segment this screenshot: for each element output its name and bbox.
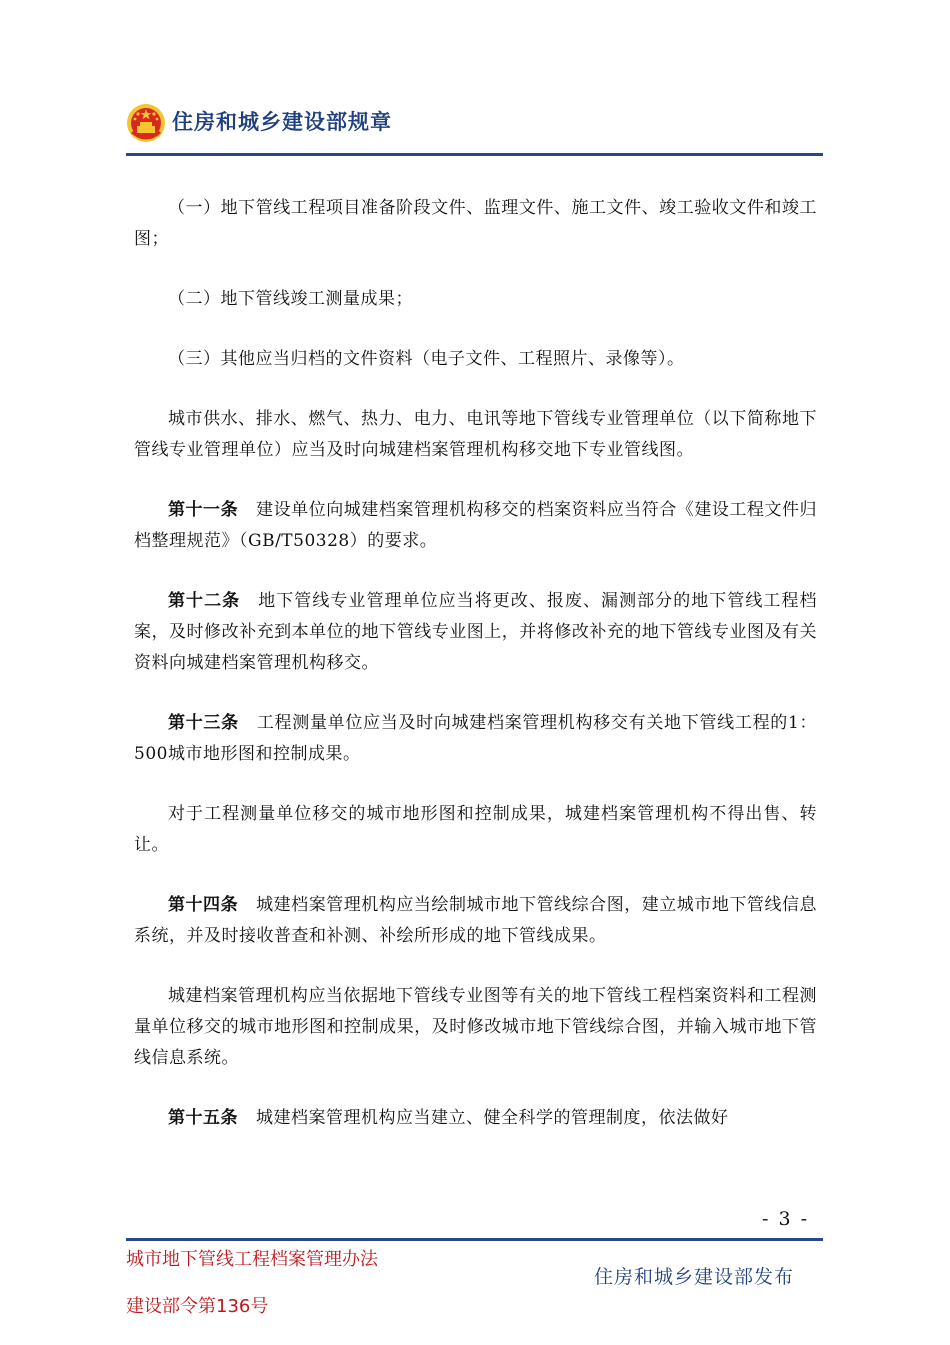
paragraph-pipeline-units: 城市供水、排水、燃气、热力、电力、电讯等地下管线专业管理单位（以下简称地下管线专业管理单位）应当及时向城建档案管理机构移交地下专业管线图。: [134, 409, 817, 460]
paragraph-item-2: （二）地下管线竣工测量成果；: [168, 289, 413, 309]
national-emblem-icon: [126, 102, 166, 144]
footer-document-title: 城市地下管线工程档案管理办法: [126, 1249, 378, 1270]
article-14: [134, 890, 817, 952]
header-title: 住房和城乡建设部规章: [172, 110, 392, 134]
page-number: - 3 -: [762, 1208, 810, 1230]
article-11-text: 建设单位向城建档案管理机构移交的档案资料应当符合《建设工程文件归档整理规范》（GB/T50328）的要求。: [134, 500, 818, 551]
paragraph-archive-update: 城建档案管理机构应当依据地下管线专业图等有关的地下管线工程档案资料和工程测量单位移交的城市地形图和控制成果，及时修改城市地下管线综合图，并输入城市地下管线信息系统。: [134, 986, 817, 1068]
paragraph-item-1: （一）地下管线工程项目准备阶段文件、监理文件、施工文件、竣工验收文件和竣工图；: [134, 198, 817, 249]
article-12-label: 第十二条: [168, 591, 241, 611]
document-body: [134, 193, 817, 1163]
footer-publisher: 住房和城乡建设部发布: [594, 1266, 795, 1288]
article-15-label: 第十五条: [168, 1108, 238, 1128]
article-15: [134, 1103, 817, 1134]
article-15-text: 城建档案管理机构应当建立、健全科学的管理制度，依法做好: [256, 1108, 729, 1128]
article-12-text: 地下管线专业管理单位应当将更改、报废、漏测部分的地下管线工程档案，及时修改补充到本单位的地下管线专业图上，并将修改补充的地下管线专业图及有关资料向城建档案管理机构移交。: [134, 591, 818, 673]
article-11: [134, 495, 817, 557]
header-divider: [126, 153, 823, 156]
footer-divider: [126, 1238, 823, 1241]
article-14-text: 城建档案管理机构应当绘制城市地下管线综合图，建立城市地下管线信息系统，并及时接收普查和补测、补绘所形成的地下管线成果。: [134, 895, 818, 946]
page-header: [126, 100, 823, 158]
article-13-label: 第十三条: [168, 713, 239, 733]
footer-order-number: 建设部令第136号: [126, 1296, 269, 1317]
article-14-label: 第十四条: [168, 895, 239, 915]
paragraph-survey-results: 对于工程测量单位移交的城市地形图和控制成果，城建档案管理机构不得出售、转让。: [134, 804, 817, 855]
article-13: [134, 708, 817, 770]
article-12: [134, 586, 817, 679]
article-11-label: 第十一条: [168, 500, 239, 520]
article-13-text: 工程测量单位应当及时向城建档案管理机构移交有关地下管线工程的1：500城市地形图和控制成果。: [134, 713, 817, 764]
paragraph-item-3: （三）其他应当归档的文件资料（电子文件、工程照片、录像等）。: [168, 349, 685, 369]
